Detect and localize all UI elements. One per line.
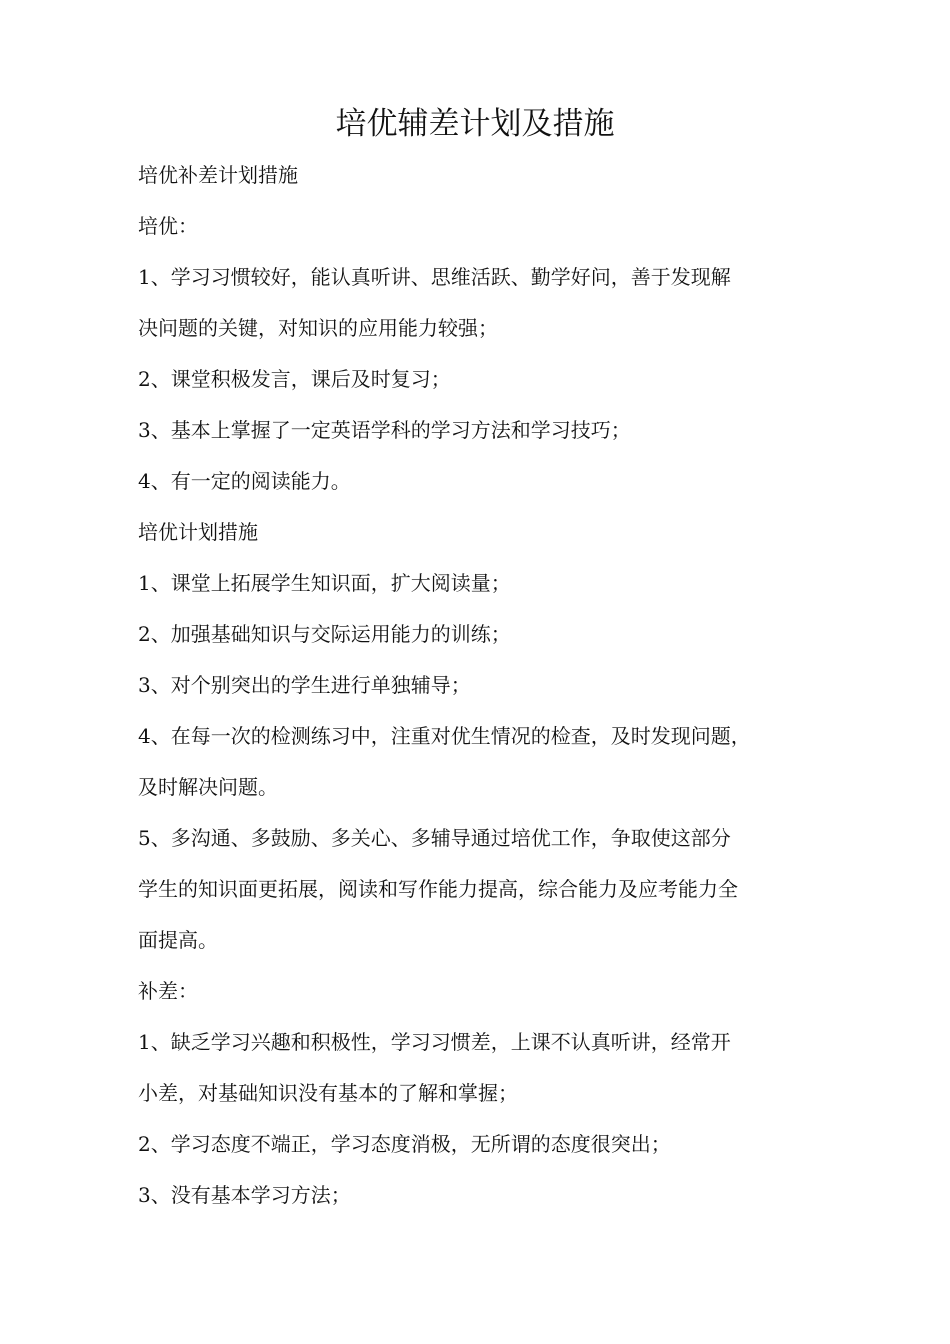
text-line: 小差，对基础知识没有基本的了解和掌握； xyxy=(138,1081,518,1105)
text-line: 3、没有基本学习方法； xyxy=(138,1183,351,1207)
text-line: 2、课堂积极发言，课后及时复习； xyxy=(138,367,451,391)
text-line: 培优： xyxy=(138,214,198,238)
text-line: 2、加强基础知识与交际运用能力的训练； xyxy=(138,622,511,646)
text-line: 3、基本上掌握了一定英语学科的学习方法和学习技巧； xyxy=(138,418,631,442)
paragraph-item xyxy=(138,456,816,507)
text-line: 培优补差计划措施 xyxy=(138,163,298,187)
paragraph-heading-measures xyxy=(138,507,816,558)
text-line: 4、在每一次的检测练习中，注重对优生情况的检查，及时发现问题， xyxy=(138,724,751,748)
text-line: 1、缺乏学习兴趣和积极性，学习习惯差，上课不认真听讲，经常开 xyxy=(138,1030,731,1054)
paragraph-item xyxy=(138,1017,816,1119)
paragraph-item xyxy=(138,1170,816,1221)
text-line: 培优计划措施 xyxy=(138,520,258,544)
text-line: 补差： xyxy=(138,979,198,1003)
text-line: 5、多沟通、多鼓励、多关心、多辅导通过培优工作，争取使这部分 xyxy=(138,826,731,850)
paragraph-item xyxy=(138,660,816,711)
text-line: 4、有一定的阅读能力。 xyxy=(138,469,351,493)
paragraph-heading-remedial xyxy=(138,966,816,1017)
paragraph-item xyxy=(138,558,816,609)
paragraph-item xyxy=(138,252,816,354)
text-line: 面提高。 xyxy=(138,928,218,952)
text-line: 2、学习态度不端正，学习态度消极，无所谓的态度很突出； xyxy=(138,1132,671,1156)
paragraph-item xyxy=(138,405,816,456)
paragraph-item xyxy=(138,609,816,660)
document-body xyxy=(138,150,816,1221)
text-line: 3、对个别突出的学生进行单独辅导； xyxy=(138,673,471,697)
text-line: 及时解决问题。 xyxy=(138,775,278,799)
paragraph-heading-plan xyxy=(138,150,816,201)
document-title: 培优辅差计划及措施 xyxy=(335,106,615,142)
text-line: 决问题的关键，对知识的应用能力较强； xyxy=(138,316,498,340)
text-line: 学生的知识面更拓展，阅读和写作能力提高，综合能力及应考能力全 xyxy=(138,877,738,901)
paragraph-heading-excellent xyxy=(138,201,816,252)
paragraph-item xyxy=(138,813,816,966)
paragraph-item xyxy=(138,711,816,813)
paragraph-item xyxy=(138,1119,816,1170)
paragraph-item xyxy=(138,354,816,405)
text-line: 1、课堂上拓展学生知识面，扩大阅读量； xyxy=(138,571,511,595)
text-line: 1、学习习惯较好，能认真听讲、思维活跃、勤学好问，善于发现解 xyxy=(138,265,731,289)
